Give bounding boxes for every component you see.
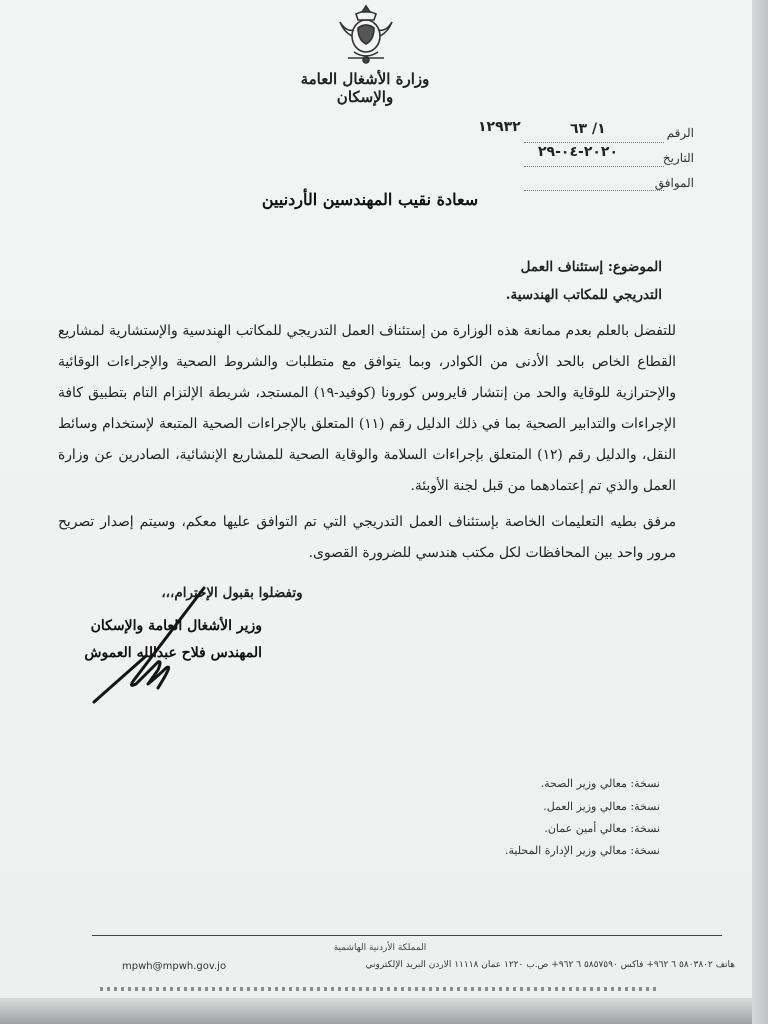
reference-number-value: ١/ ٦٣ [570, 121, 606, 137]
hashemite-coat-of-arms-icon [334, 2, 398, 66]
footer-email: mpwh@mpwh.gov.jo [122, 961, 227, 972]
footer-divider [92, 935, 722, 936]
addressee: سعادة نقيب المهندسين الأردنيين [261, 190, 479, 209]
reference-number-suffix: ١٢٩٣٢ [478, 119, 521, 135]
subject-line-2: التدريجي للمكاتب الهندسية. [505, 287, 662, 303]
cc-item-1: نسخة: معالي وزير الصحة. [540, 777, 660, 790]
date-line [524, 166, 664, 167]
date-value: ٢٠٢٠-٠٤-٢٩ [538, 144, 618, 160]
subject-line-1: الموضوع: إستئناف العمل [520, 259, 662, 275]
reference-number-label: الرقم [666, 126, 694, 140]
signatory-name: المهندس فلاح عبدالله العموش [84, 645, 262, 661]
body-paragraph-1: للتفضل بالعلم بعدم ممانعة هذه الوزارة من إستئناف العمل التدريجي للمكاتب الهندسية والإستشارية لمشاريع القطاع الخاص بالحد الأدنى من الكوادر، وبما يتوافق مع متطلبات والشروط الصحية والإجراءات الوقائية والإحترازية للوقاية والحد من إنتشار فايروس كورونا (كوفيد-١٩) المستجد، شريطة الإلتزام التام بتطبيق كافة الإجراءات والتدابير الصحية بما في ذلك الدليل رقم (١١) المتعلق بالإجراءات الصحية المتبعة لإستخدام وسائط النقل، والدليل رقم (١٢) المتعلق بإجراءات السلامة والوقاية الصحية للمشاريع الإنشائية، الصادرين عن وزارة العمل والذي تم إعتمادهما من قبل لجنة الأوبئة. [58, 323, 676, 494]
handwritten-signature-icon [86, 584, 216, 708]
date-label: التاريخ [662, 151, 694, 165]
background-paper-edge-bottom [0, 998, 768, 1024]
signatory-title: وزير الأشغال العامة والإسكان [90, 618, 262, 634]
body-paragraph-2: مرفق بطيه التعليمات الخاصة بإستئناف العمل التدريجي التي تم التوافق عليها معكم، وسيتم إصدار تصريح مرور واحد بين المحافظات لكل مكتب هندسي للضرورة القصوى. [58, 514, 676, 561]
background-paper-edge-right [752, 0, 768, 1024]
reference-number-line [524, 142, 664, 143]
footer-kingdom: المملكة الأردنية الهاشمية [333, 943, 427, 953]
footer-perforation [100, 987, 660, 991]
closing-salutation: وتفضلوا بقبول الإحترام،،، [161, 585, 303, 601]
footer-contact: هاتف ٥٨٠٣٨٠٢ ٦ ٩٦٢+ فاكس ٥٨٥٧٥٩٠ ٦ ٩٦٢+ ص.ب ١٢٢٠ عمان ١١١١٨ الأردن البريد الإلكتروني [365, 960, 735, 970]
cc-item-2: نسخة: معالي وزير العمل. [543, 800, 660, 813]
cc-item-3: نسخة: معالي أمين عمان. [544, 822, 660, 835]
subject [302, 253, 662, 309]
corresponding-date-label: الموافق [654, 176, 694, 190]
cc-item-4: نسخة: معالي وزير الإدارة المحلية. [505, 844, 660, 857]
ministry-name: وزارة الأشغال العامة والإسكان [300, 70, 430, 106]
